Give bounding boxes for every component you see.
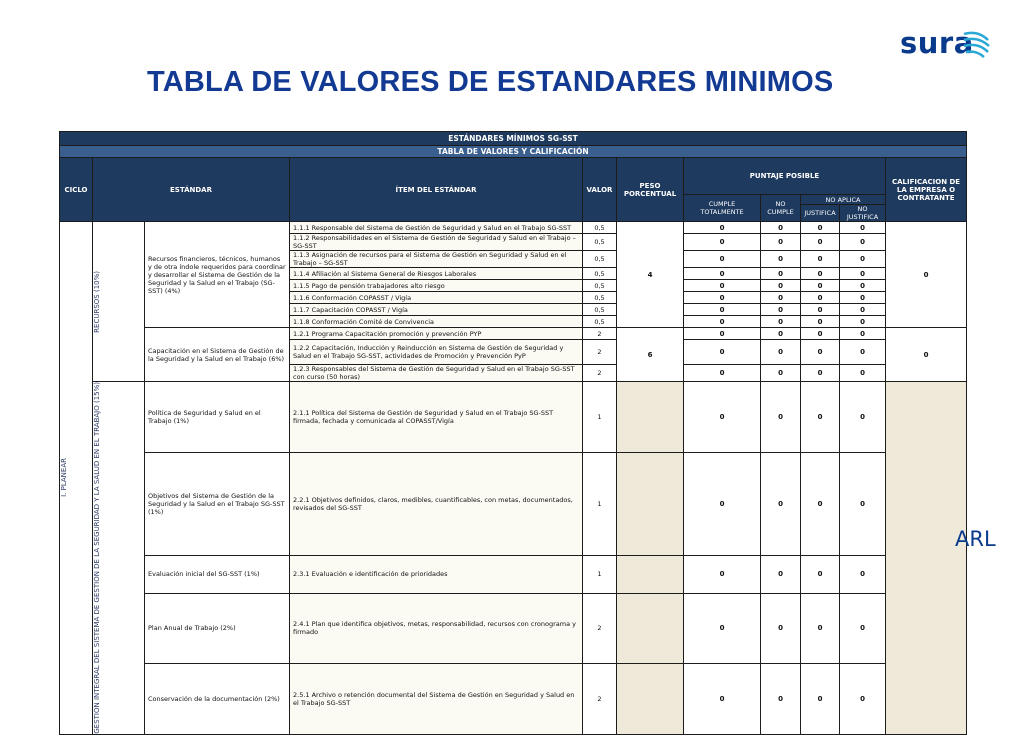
item-cell: 1.1.1 Responsable del Sistema de Gestión de Seguridad y Salud en el Trabajo SG-SST <box>290 222 583 234</box>
score-cell: 0 <box>684 316 761 328</box>
score-cell: 0 <box>840 316 886 328</box>
peso-cell <box>617 452 684 556</box>
header-no-aplica: NO APLICA <box>801 195 886 205</box>
score-cell: 0 <box>801 365 840 382</box>
header-calificacion: CALIFICACION DE LA EMPRESA O CONTRATANTE <box>886 158 967 222</box>
item-cell: 2.1.1 Política del Sistema de Gestión de Seguridad y Salud en el Trabajo SG-SST firmada, fechada y comunicada al COPASST/Vigía <box>290 382 583 453</box>
valor-cell: 0,5 <box>583 316 617 328</box>
table-row <box>60 222 967 234</box>
header-valor: VALOR <box>583 158 617 222</box>
valor-cell: 2 <box>583 664 617 735</box>
score-cell: 0 <box>761 222 801 234</box>
valor-cell: 0,5 <box>583 234 617 251</box>
item-cell: 1.1.2 Responsabilidades en el Sistema de Gestión de Seguridad y Salud en el Trabajo – SG-SST <box>290 234 583 251</box>
valor-cell: 0,5 <box>583 268 617 280</box>
header-cumple: CUMPLE TOTALMENTE <box>684 195 761 222</box>
calificacion-cell: 0 <box>886 222 967 328</box>
calificacion-cell: 0 <box>886 328 967 382</box>
score-cell: 0 <box>761 452 801 556</box>
peso-cell <box>617 593 684 664</box>
score-cell: 0 <box>840 365 886 382</box>
score-cell: 0 <box>840 340 886 365</box>
score-cell: 0 <box>801 316 840 328</box>
score-cell: 0 <box>684 280 761 292</box>
valor-cell: 2 <box>583 340 617 365</box>
table-row <box>60 452 967 556</box>
score-cell: 0 <box>761 382 801 453</box>
score-cell: 0 <box>761 251 801 268</box>
valor-cell: 0,5 <box>583 222 617 234</box>
score-cell: 0 <box>801 292 840 304</box>
score-cell: 0 <box>684 365 761 382</box>
table-row <box>60 593 967 664</box>
group-cell <box>93 222 145 382</box>
valor-cell: 0,5 <box>583 304 617 316</box>
header-no-justifica: NO JUSTIFICA <box>840 205 886 222</box>
score-cell: 0 <box>840 268 886 280</box>
score-cell: 0 <box>684 251 761 268</box>
header-item: ÍTEM DEL ESTÁNDAR <box>290 158 583 222</box>
score-cell: 0 <box>840 328 886 340</box>
score-cell: 0 <box>684 234 761 251</box>
score-cell: 0 <box>684 664 761 735</box>
score-cell: 0 <box>761 328 801 340</box>
score-cell: 0 <box>801 328 840 340</box>
score-cell: 0 <box>840 234 886 251</box>
page-title: TABLA DE VALORES DE ESTANDARES MINIMOS <box>147 66 834 98</box>
score-cell: 0 <box>684 328 761 340</box>
peso-cell <box>617 664 684 735</box>
score-cell: 0 <box>761 593 801 664</box>
score-cell: 0 <box>761 234 801 251</box>
score-cell: 0 <box>801 452 840 556</box>
item-cell: 1.1.3 Asignación de recursos para el Sistema de Gestión en Seguridad y Salud en el Trabajo – SG-SST <box>290 251 583 268</box>
score-cell: 0 <box>840 251 886 268</box>
peso-cell <box>617 382 684 453</box>
score-cell: 0 <box>801 340 840 365</box>
valor-cell: 1 <box>583 556 617 593</box>
item-cell: 1.1.6 Conformación COPASST / Vigía <box>290 292 583 304</box>
calificacion-cell <box>886 382 967 735</box>
header-no-cumple: NO CUMPLE <box>761 195 801 222</box>
standard-cell: Objetivos del Sistema de Gestión de la Seguridad y la Salud en el Trabajo SG-SST (1%) <box>145 452 290 556</box>
group-cell <box>93 382 145 735</box>
score-cell: 0 <box>840 292 886 304</box>
score-cell: 0 <box>801 280 840 292</box>
item-cell: 1.1.5 Pago de pensión trabajadores alto riesgo <box>290 280 583 292</box>
score-cell: 0 <box>761 556 801 593</box>
score-cell: 0 <box>801 593 840 664</box>
score-cell: 0 <box>684 222 761 234</box>
footer-arl: ARL <box>955 527 996 551</box>
header-estandar: ESTÁNDAR <box>93 158 290 222</box>
header-ciclo: CICLO <box>60 158 93 222</box>
standard-cell: Conservación de la documentación (2%) <box>145 664 290 735</box>
score-cell: 0 <box>684 340 761 365</box>
valor-cell: 0,5 <box>583 251 617 268</box>
score-cell: 0 <box>801 222 840 234</box>
table-subbanner: TABLA DE VALORES Y CALIFICACIÓN <box>60 146 967 158</box>
score-cell: 0 <box>761 268 801 280</box>
standard-cell: Recursos financieros, técnicos, humanos y de otra índole requeridos para coordinar y desarrollar el Sistema de Gestión de la Seguridad y la Salud en el Trabajo (SG-SST) (4%) <box>145 222 290 328</box>
score-cell: 0 <box>801 304 840 316</box>
item-cell: 1.1.8 Conformación Comité de Convivencia <box>290 316 583 328</box>
item-cell: 2.4.1 Plan que identifica objetivos, metas, responsabilidad, recursos con cronograma y firmado <box>290 593 583 664</box>
sura-wave-icon <box>962 28 992 62</box>
score-cell: 0 <box>840 593 886 664</box>
ciclo-label: I. PLANEAR <box>60 458 68 498</box>
table-banner: ESTÁNDARES MÍNIMOS SG-SST <box>60 132 967 146</box>
item-cell: 1.2.1 Programa Capacitación promoción y prevención PYP <box>290 328 583 340</box>
score-cell: 0 <box>840 222 886 234</box>
table-row <box>60 664 967 735</box>
standard-cell: Política de Seguridad y Salud en el Trabajo (1%) <box>145 382 290 453</box>
score-cell: 0 <box>761 304 801 316</box>
score-cell: 0 <box>761 292 801 304</box>
score-cell: 0 <box>684 593 761 664</box>
item-cell: 2.5.1 Archivo o retención documental del Sistema de Gestión en Seguridad y Salud en el Trabajo SG-SST <box>290 664 583 735</box>
peso-cell: 6 <box>617 328 684 382</box>
valor-cell: 0,5 <box>583 280 617 292</box>
score-cell: 0 <box>761 316 801 328</box>
score-cell: 0 <box>801 556 840 593</box>
peso-cell <box>617 556 684 593</box>
score-cell: 0 <box>761 280 801 292</box>
logo-text: sura <box>900 26 974 60</box>
ciclo-cell <box>60 222 93 735</box>
table-row <box>60 328 967 340</box>
score-cell: 0 <box>684 382 761 453</box>
score-cell: 0 <box>840 382 886 453</box>
table-body <box>60 222 967 735</box>
standard-cell: Capacitación en el Sistema de Gestión de la Seguridad y la Salud en el Trabajo (6%) <box>145 328 290 382</box>
score-cell: 0 <box>761 664 801 735</box>
header-peso: PESO PORCENTUAL <box>617 158 684 222</box>
valor-cell: 1 <box>583 452 617 556</box>
group-label: RECURSOS (10%) <box>93 270 101 333</box>
peso-cell: 4 <box>617 222 684 328</box>
score-cell: 0 <box>840 280 886 292</box>
valor-cell: 2 <box>583 328 617 340</box>
group-label: GESTIÓN INTEGRAL DEL SISTEMA DE GESTIÓN DE LA SEGURIDAD Y LA SALUD EN EL TRABAJO (15%) <box>93 382 101 734</box>
score-cell: 0 <box>801 268 840 280</box>
header-justifica: JUSTIFICA <box>801 205 840 222</box>
score-cell: 0 <box>684 452 761 556</box>
header-puntaje: PUNTAJE POSIBLE <box>684 158 886 195</box>
standard-cell: Evaluación inicial del SG-SST (1%) <box>145 556 290 593</box>
score-cell: 0 <box>761 340 801 365</box>
valor-cell: 2 <box>583 365 617 382</box>
standard-cell: Plan Anual de Trabajo (2%) <box>145 593 290 664</box>
score-cell: 0 <box>684 292 761 304</box>
score-cell: 0 <box>684 268 761 280</box>
score-cell: 0 <box>840 304 886 316</box>
item-cell: 2.3.1 Evaluación e identificación de prioridades <box>290 556 583 593</box>
score-cell: 0 <box>840 556 886 593</box>
item-cell: 1.1.4 Afiliación al Sistema General de Riesgos Laborales <box>290 268 583 280</box>
item-cell: 1.2.3 Responsables del Sistema de Gestión de Seguridad y Salud en el Trabajo SG-SST con curso (50 horas) <box>290 365 583 382</box>
standards-table-container <box>59 131 966 734</box>
table-row <box>60 556 967 593</box>
table-row <box>60 382 967 453</box>
valor-cell: 1 <box>583 382 617 453</box>
sura-logo <box>900 26 1000 68</box>
item-cell: 1.1.7 Capacitación COPASST / Vigía <box>290 304 583 316</box>
score-cell: 0 <box>684 556 761 593</box>
valor-cell: 0,5 <box>583 292 617 304</box>
score-cell: 0 <box>840 452 886 556</box>
score-cell: 0 <box>801 251 840 268</box>
score-cell: 0 <box>761 365 801 382</box>
score-cell: 0 <box>801 382 840 453</box>
item-cell: 1.2.2 Capacitación, Inducción y Reinducción en Sistema de Gestión de Seguridad y Salud en el Trabajo SG-SST, actividades de Promoción y Prevención PyP <box>290 340 583 365</box>
score-cell: 0 <box>840 664 886 735</box>
valor-cell: 2 <box>583 593 617 664</box>
score-cell: 0 <box>801 234 840 251</box>
score-cell: 0 <box>801 664 840 735</box>
item-cell: 2.2.1 Objetivos definidos, claros, medibles, cuantificables, con metas, documentados, revisados del SG-SST <box>290 452 583 556</box>
score-cell: 0 <box>684 304 761 316</box>
standards-table <box>59 131 967 735</box>
